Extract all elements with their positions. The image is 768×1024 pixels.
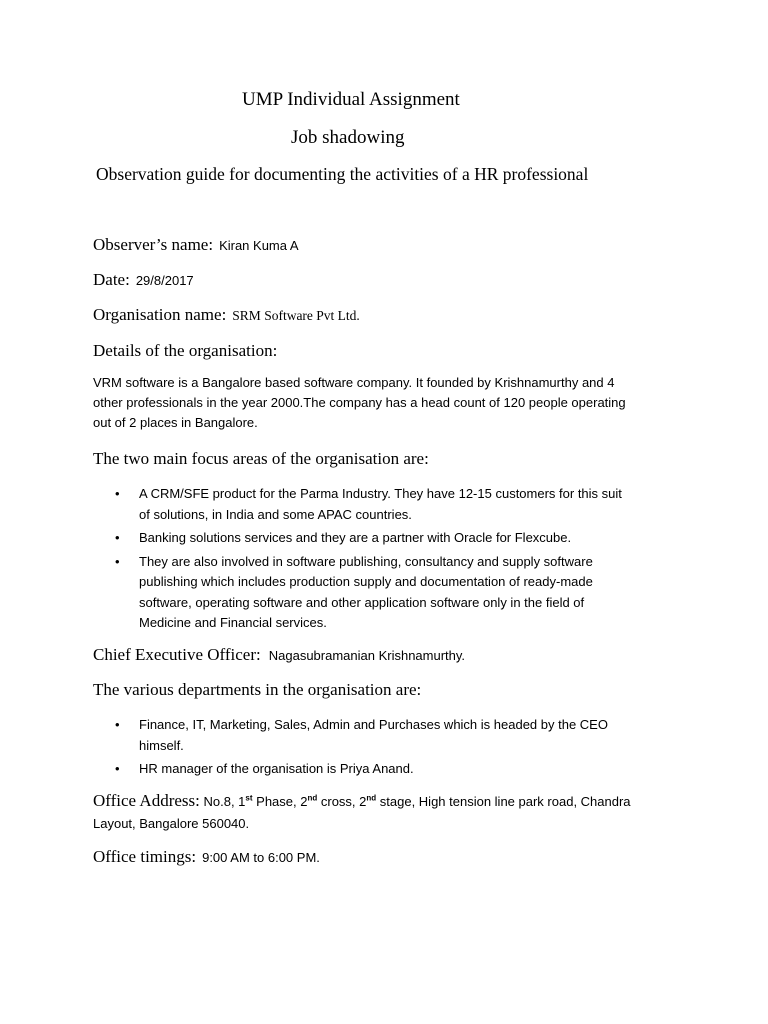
observer-name-value: Kiran Kuma A	[219, 238, 299, 253]
office-timings-label: Office timings:	[93, 847, 197, 866]
details-line: VRM software is a Bangalore based software company. It founded by Krishnamurthy and 4	[93, 375, 615, 390]
office-address	[93, 790, 713, 835]
list-item	[93, 484, 713, 525]
date-label: Date:	[93, 270, 130, 289]
list-item-line: Finance, IT, Marketing, Sales, Admin and Purchases which is headed by the CEO	[139, 717, 608, 732]
list-item-line: Medicine and Financial services.	[139, 615, 327, 630]
list-item-line: A CRM/SFE product for the Parma Industry. They have 12-15 customers for this suit	[139, 486, 622, 501]
list-item-line: Banking solutions services and they are a partner with Oracle for Flexcube.	[139, 530, 572, 545]
departments-list	[93, 715, 713, 783]
bullet-icon: •	[115, 717, 120, 732]
focus-areas-list	[93, 484, 713, 637]
address-text: No.8, 1	[203, 794, 246, 809]
list-item	[93, 759, 713, 780]
organisation-name-label: Organisation name:	[93, 305, 227, 324]
ordinal-suffix: nd	[307, 793, 318, 803]
list-item-line: himself.	[139, 737, 184, 753]
ceo-field	[93, 645, 465, 665]
bullet-icon: •	[115, 761, 120, 776]
office-address-line	[93, 790, 713, 813]
address-text: cross, 2	[317, 794, 367, 809]
list-item-line: They are also involved in software publishing, consultancy and supply software	[139, 553, 593, 569]
office-address-label: Office Address:	[93, 791, 200, 810]
list-item-line: publishing which includes production supply and documentation of ready-made	[139, 574, 593, 589]
document-subtitle: Job shadowing	[291, 127, 405, 148]
departments-heading: The various departments in the organisation are:	[93, 680, 422, 699]
focus-areas-heading: The two main focus areas of the organisation are:	[93, 449, 429, 468]
office-timings-field	[93, 847, 320, 867]
ceo-label: Chief Executive Officer:	[93, 645, 261, 664]
office-timings-value: 9:00 AM to 6:00 PM.	[202, 850, 320, 865]
observer-name-field	[93, 235, 299, 255]
document-title: UMP Individual Assignment	[242, 89, 460, 110]
ordinal-suffix: st	[245, 793, 253, 803]
bullet-icon: •	[115, 486, 120, 501]
list-item-line: of solutions, in India and some APAC countries.	[139, 506, 412, 522]
date-field	[93, 270, 194, 290]
details-paragraph	[93, 373, 693, 433]
list-item	[93, 552, 713, 634]
organisation-name-value: SRM Software Pvt Ltd.	[232, 308, 360, 323]
ceo-value: Nagasubramanian Krishnamurthy.	[268, 648, 466, 663]
address-text: Phase, 2	[252, 794, 308, 809]
bullet-icon: •	[115, 553, 120, 569]
details-heading: Details of the organisation:	[93, 341, 278, 360]
ordinal-suffix: nd	[366, 793, 377, 803]
list-item-line: HR manager of the organisation is Priya Anand.	[139, 761, 414, 776]
details-line: other professionals in the year 2000.The company has a head count of 120 people operating	[93, 395, 626, 410]
date-value: 29/8/2017	[135, 273, 194, 288]
address-text: stage, High tension line park road, Chandra	[376, 794, 631, 809]
list-item	[93, 715, 713, 756]
bullet-icon: •	[115, 530, 120, 545]
observer-name-label: Observer’s name:	[93, 235, 214, 254]
office-address-line-2: Layout, Bangalore 560040.	[93, 816, 250, 831]
observation-guide-title: Observation guide for documenting the activities of a HR professional	[96, 164, 589, 184]
organisation-name-field	[93, 305, 360, 325]
details-line: out of 2 places in Bangalore.	[93, 415, 258, 430]
list-item-line: software, operating software and other application software only in the field of	[139, 594, 585, 610]
list-item	[93, 528, 713, 549]
